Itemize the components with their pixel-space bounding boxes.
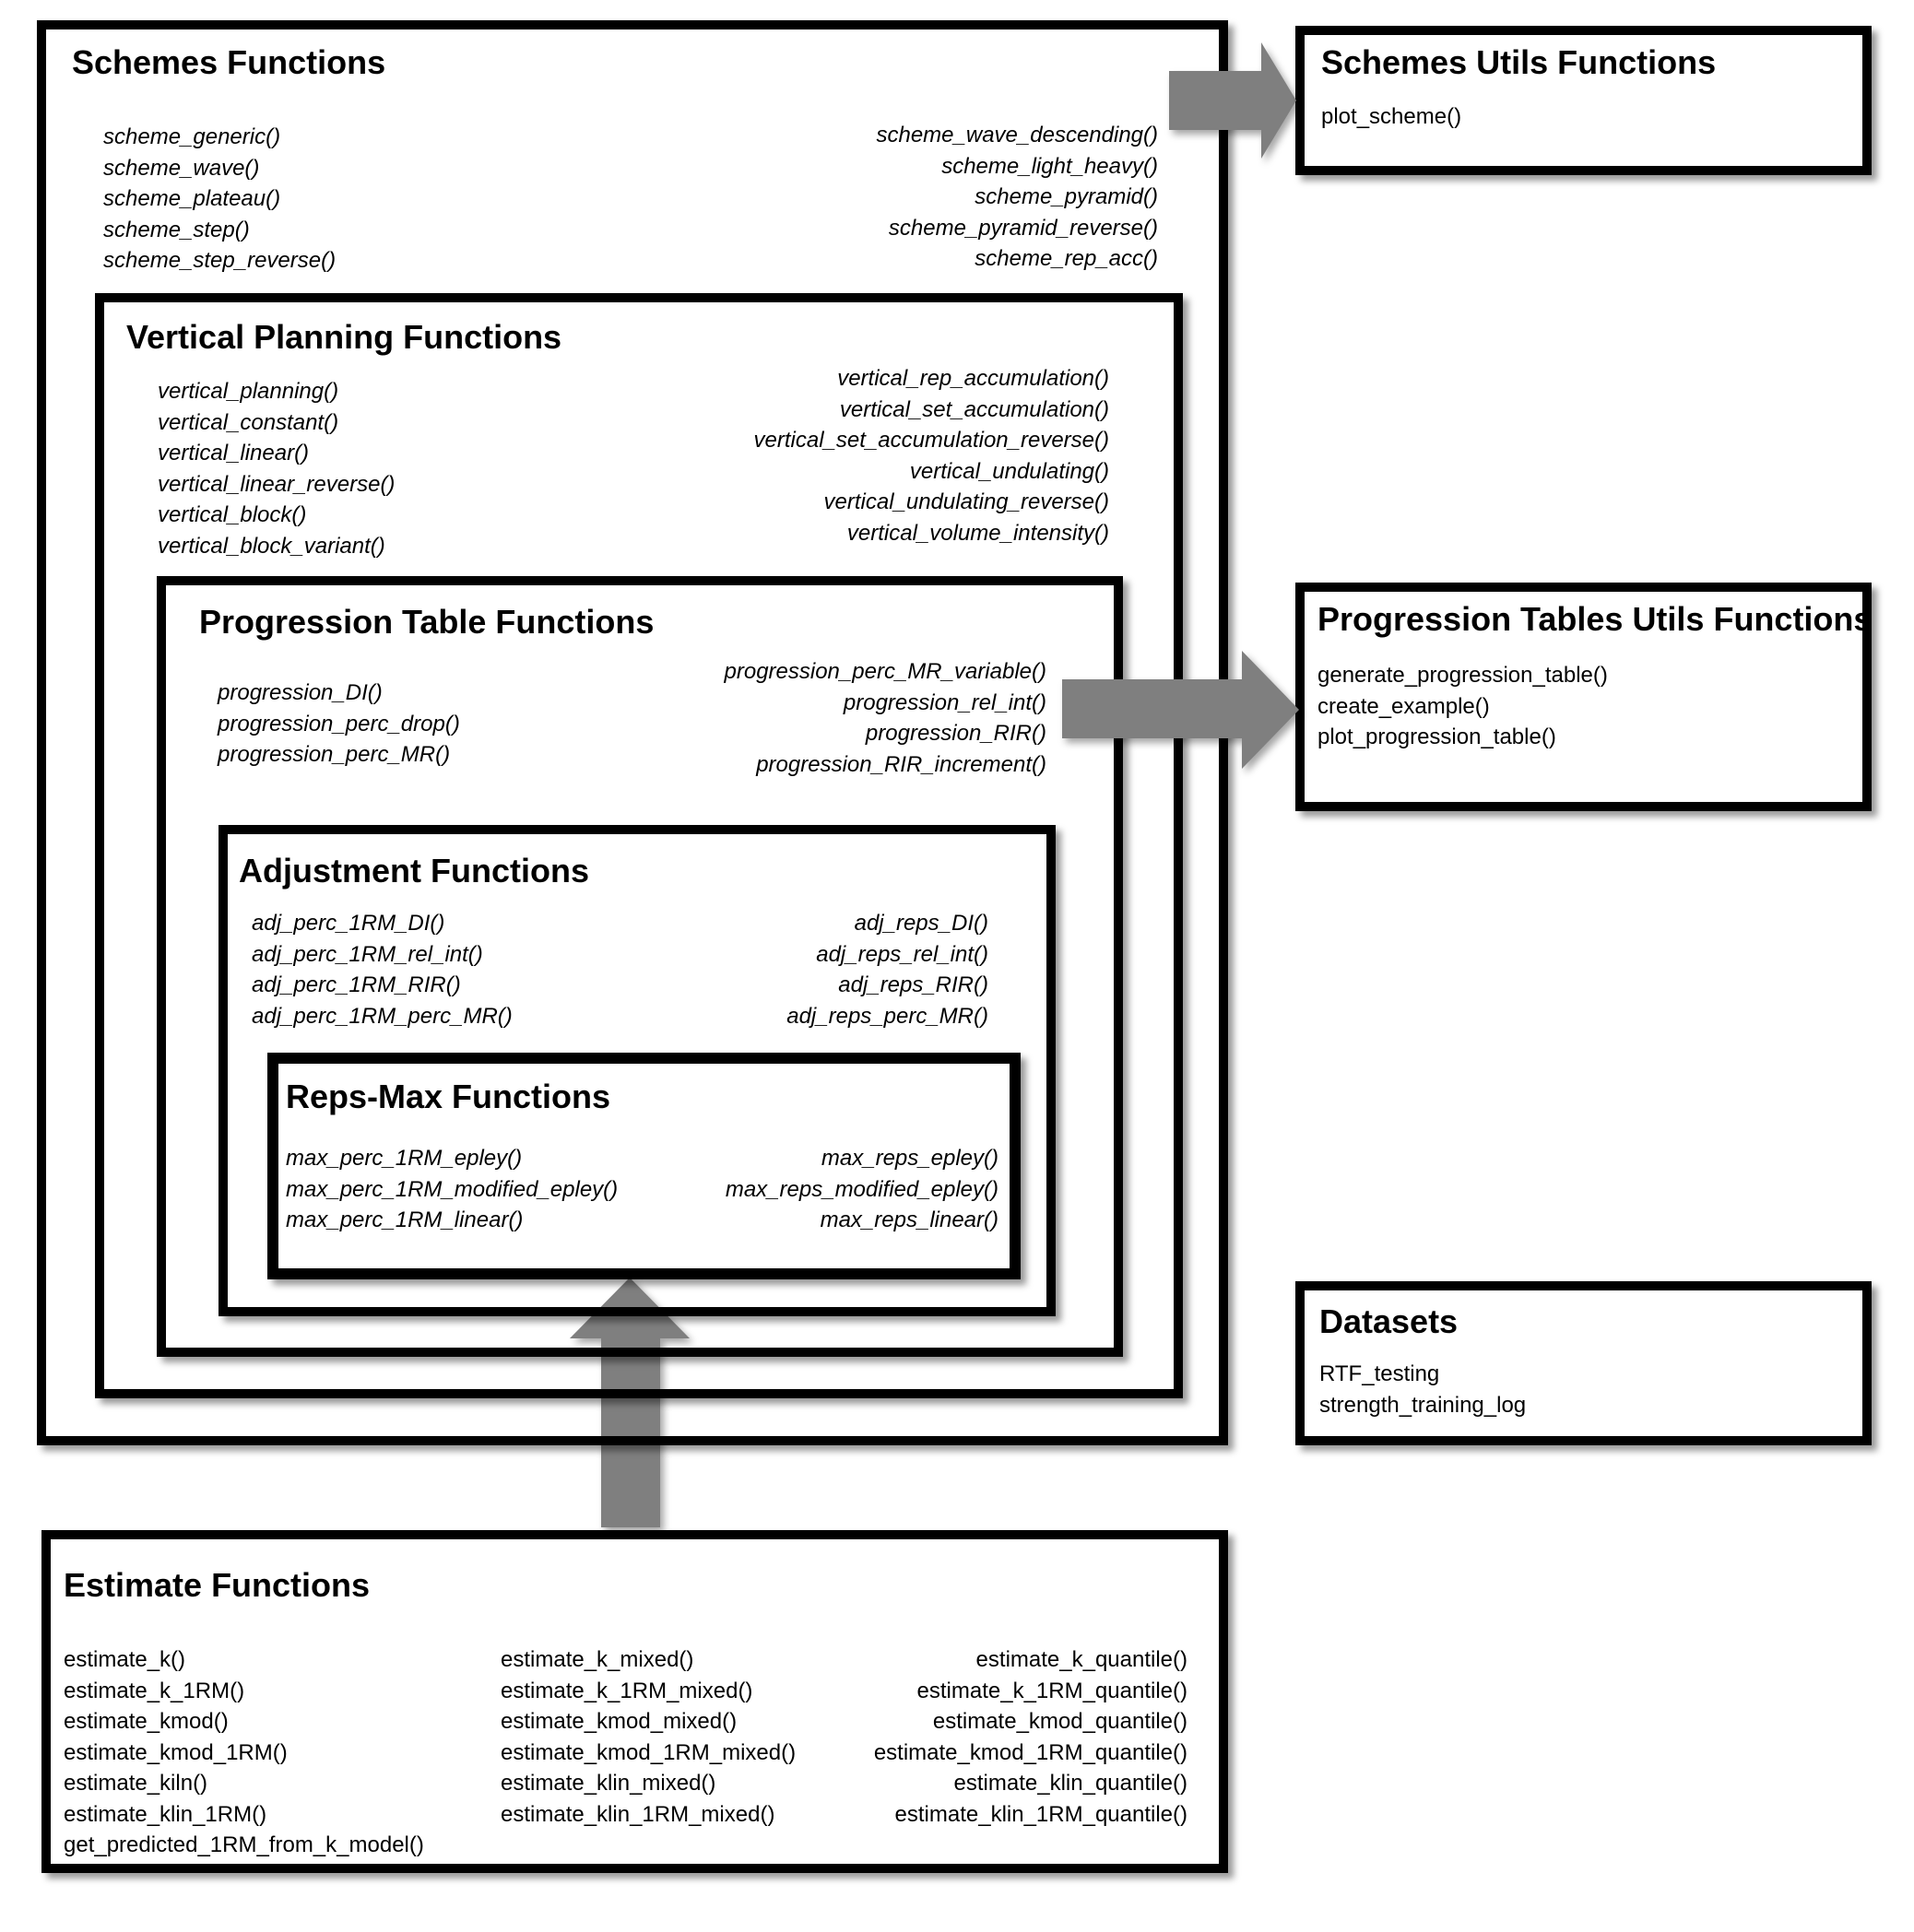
function-item: progression_RIR_increment() [756,751,1046,777]
function-item: estimate_k_1RM_mixed() [501,1678,753,1703]
adjustment-left-list [252,908,513,1031]
progression-tables-utils-functions-title: Progression Tables Utils Functions [1317,600,1873,638]
progression-tables-utils-functions-box [1295,583,1872,811]
function-item: estimate_k_mixed() [501,1647,694,1672]
function-item: progression_DI() [218,680,383,705]
estimate-functions-title: Estimate Functions [64,1566,371,1604]
function-item: vertical_block_variant() [158,533,385,559]
schemes-left-list [103,122,336,277]
vertical-right-list [754,363,1110,548]
function-item: scheme_pyramid_reverse() [888,215,1158,241]
function-item: vertical_linear_reverse() [158,471,396,497]
function-item: scheme_generic() [103,124,281,149]
estimate-column-3 [874,1644,1187,1830]
function-item: vertical_set_accumulation_reverse() [753,428,1109,453]
adjustment-functions-box [219,825,1056,1316]
dataset-item: strength_training_log [1319,1392,1527,1418]
progression-utils-list [1317,660,1608,753]
function-item: max_reps_epley() [821,1146,998,1171]
function-item: plot_progression_table() [1317,724,1556,749]
function-item: progression_RIR() [865,721,1046,746]
function-item: max_perc_1RM_modified_epley() [286,1176,619,1202]
function-item: scheme_rep_acc() [975,246,1158,271]
adjustment-functions-title: Adjustment Functions [239,852,589,889]
progression-table-functions-box [157,576,1123,1357]
function-item: estimate_kiln() [64,1771,208,1796]
function-item: max_reps_linear() [820,1208,998,1232]
function-item: vertical_linear() [158,441,310,465]
function-item: scheme_wave() [103,155,260,181]
vertical-planning-functions-box [95,293,1183,1398]
datasets-list [1319,1359,1526,1420]
function-item: vertical_undulating() [909,458,1109,484]
progression-table-functions-title: Progression Table Functions [199,603,655,641]
function-item: vertical_planning() [158,379,339,404]
reps-max-functions-box [267,1053,1021,1279]
datasets-title: Datasets [1319,1302,1459,1340]
function-item: estimate_kmod_quantile() [932,1709,1187,1734]
function-item: generate_progression_table() [1317,663,1608,688]
function-item: estimate_klin_1RM_mixed() [501,1801,775,1827]
reps-max-functions-title: Reps-Max Functions [286,1078,611,1115]
function-item: estimate_k_1RM_quantile() [916,1678,1187,1703]
repsmax-left-list [286,1143,618,1236]
schemes-utils-functions-box [1295,26,1872,175]
function-item: vertical_rep_accumulation() [837,366,1109,391]
schemes-functions-title: Schemes Functions [72,43,386,81]
function-item: estimate_klin_mixed() [501,1771,716,1796]
function-item: scheme_light_heavy() [941,153,1158,179]
function-item: scheme_plateau() [103,186,281,211]
function-item: progression_perc_drop() [218,711,460,736]
estimate-column-2 [501,1644,796,1830]
function-item: vertical_undulating_reverse() [823,489,1109,514]
function-item: estimate_k() [64,1647,186,1672]
adjustment-right-list [786,908,988,1031]
function-item: scheme_pyramid() [975,184,1158,209]
repsmax-right-list [726,1143,998,1236]
function-item: estimate_kmod_1RM() [64,1739,288,1765]
schemes-utils-list [1321,101,1461,133]
function-item: adj_reps_DI() [854,911,988,936]
function-item: max_reps_modified_epley() [725,1176,998,1202]
function-item: plot_scheme() [1321,104,1462,129]
function-item: scheme_step() [103,217,250,242]
dataset-item: RTF_testing [1319,1361,1440,1386]
function-item: vertical_constant() [158,409,339,435]
function-item: estimate_klin_1RM_quantile() [894,1801,1187,1827]
function-item: get_predicted_1RM_from_k_model() [64,1832,424,1857]
function-item: adj_perc_1RM_perc_MR() [252,1003,513,1029]
function-item: adj_reps_perc_MR() [786,1003,988,1029]
function-item: progression_rel_int() [843,689,1046,715]
function-item: adj_perc_1RM_DI() [252,911,445,936]
function-item: vertical_block() [158,502,307,527]
function-item: estimate_kmod() [64,1709,229,1734]
function-item: estimate_kmod_1RM_mixed() [501,1739,797,1765]
datasets-box [1295,1281,1872,1445]
function-item: scheme_step_reverse() [103,248,337,273]
function-item: estimate_k_1RM() [64,1678,245,1703]
function-item: adj_perc_1RM_rel_int() [252,941,483,967]
schemes-functions-box [37,20,1228,1445]
function-item: vertical_set_accumulation() [839,396,1109,422]
function-item: estimate_klin_1RM() [64,1801,267,1827]
estimate-functions-box [41,1530,1228,1873]
function-item: create_example() [1317,693,1490,719]
function-item: estimate_k_quantile() [975,1647,1187,1672]
schemes-right-list [876,120,1158,275]
function-item: estimate_kmod_mixed() [501,1709,738,1734]
estimate-column-1 [64,1644,424,1861]
vertical-left-list [158,376,395,561]
function-item: adj_reps_rel_int() [816,941,988,967]
function-item: scheme_wave_descending() [876,123,1158,147]
function-item: vertical_volume_intensity() [846,520,1109,546]
vertical-planning-functions-title: Vertical Planning Functions [126,318,562,356]
function-item: progression_perc_MR() [218,742,451,767]
schemes-utils-functions-title: Schemes Utils Functions [1321,43,1717,81]
function-item: max_perc_1RM_epley() [286,1146,523,1171]
function-item: adj_perc_1RM_RIR() [252,972,461,997]
function-item: progression_perc_MR_variable() [724,659,1046,684]
progression-right-list [725,656,1047,780]
function-item: adj_reps_RIR() [838,972,988,997]
function-item: max_perc_1RM_linear() [286,1208,524,1232]
progression-left-list [218,677,460,771]
function-item: estimate_kmod_1RM_quantile() [873,1739,1187,1765]
function-item: estimate_klin_quantile() [953,1771,1187,1796]
